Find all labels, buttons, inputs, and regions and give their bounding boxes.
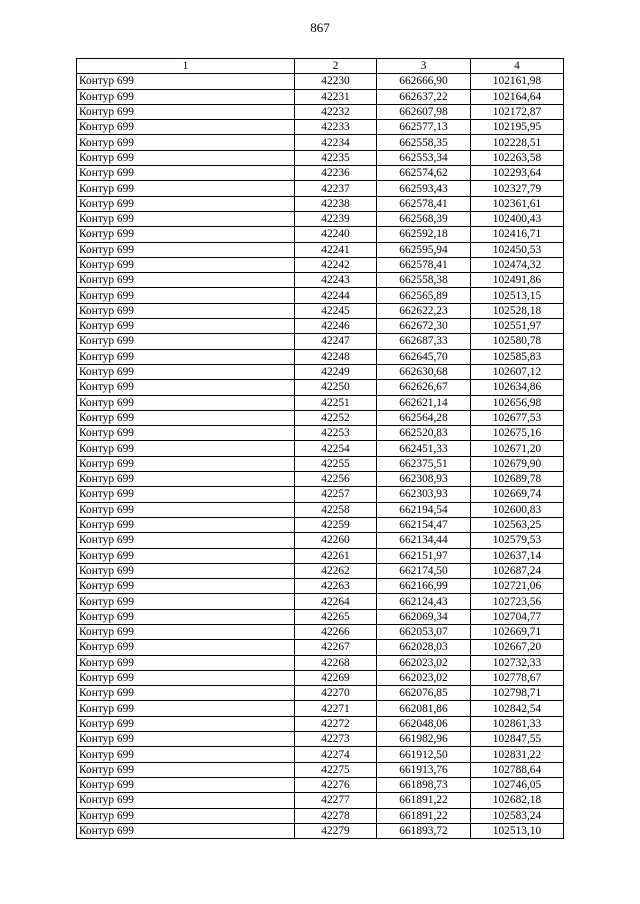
contour-name-cell: Контур 699 <box>77 273 295 288</box>
point-number-cell: 42259 <box>295 517 377 532</box>
contour-name-cell: Контур 699 <box>77 640 295 655</box>
table-row <box>77 211 564 226</box>
y-coordinate-cell: 102580,78 <box>471 334 564 349</box>
x-coordinate-cell: 662666,90 <box>377 74 471 89</box>
table-row <box>77 395 564 410</box>
contour-name-cell: Контур 699 <box>77 624 295 639</box>
contour-name-cell: Контур 699 <box>77 380 295 395</box>
point-number-cell: 42255 <box>295 456 377 471</box>
x-coordinate-cell: 662553,34 <box>377 150 471 165</box>
y-coordinate-cell: 102361,61 <box>471 196 564 211</box>
table-row <box>77 472 564 487</box>
contour-name-cell: Контур 699 <box>77 196 295 211</box>
point-number-cell: 42249 <box>295 364 377 379</box>
point-number-cell: 42260 <box>295 533 377 548</box>
table-row <box>77 227 564 242</box>
table-row <box>77 517 564 532</box>
point-number-cell: 42272 <box>295 716 377 731</box>
point-number-cell: 42258 <box>295 502 377 517</box>
x-coordinate-cell: 662166,99 <box>377 579 471 594</box>
contour-name-cell: Контур 699 <box>77 563 295 578</box>
contour-name-cell: Контур 699 <box>77 579 295 594</box>
point-number-cell: 42230 <box>295 74 377 89</box>
point-number-cell: 42278 <box>295 808 377 823</box>
y-coordinate-cell: 102579,53 <box>471 533 564 548</box>
table-row <box>77 104 564 119</box>
x-coordinate-cell: 662076,85 <box>377 686 471 701</box>
y-coordinate-cell: 102161,98 <box>471 74 564 89</box>
column-header-1: 1 <box>77 59 295 74</box>
table-row <box>77 487 564 502</box>
page-number: 867 <box>310 20 330 35</box>
point-number-cell: 42252 <box>295 410 377 425</box>
y-coordinate-cell: 102607,12 <box>471 364 564 379</box>
y-coordinate-cell: 102551,97 <box>471 319 564 334</box>
x-coordinate-cell: 662053,07 <box>377 624 471 639</box>
x-coordinate-cell: 662621,14 <box>377 395 471 410</box>
y-coordinate-cell: 102585,83 <box>471 349 564 364</box>
contour-name-cell: Контур 699 <box>77 426 295 441</box>
table-row <box>77 502 564 517</box>
contour-name-cell: Контур 699 <box>77 364 295 379</box>
coordinates-table <box>76 58 564 839</box>
y-coordinate-cell: 102842,54 <box>471 701 564 716</box>
y-coordinate-cell: 102263,58 <box>471 150 564 165</box>
y-coordinate-cell: 102669,74 <box>471 487 564 502</box>
x-coordinate-cell: 662564,28 <box>377 410 471 425</box>
point-number-cell: 42254 <box>295 441 377 456</box>
table-row <box>77 334 564 349</box>
table-row <box>77 655 564 670</box>
contour-name-cell: Контур 699 <box>77 135 295 150</box>
table-row <box>77 242 564 257</box>
point-number-cell: 42273 <box>295 732 377 747</box>
contour-name-cell: Контур 699 <box>77 257 295 272</box>
y-coordinate-cell: 102669,71 <box>471 624 564 639</box>
x-coordinate-cell: 662081,86 <box>377 701 471 716</box>
table-row <box>77 150 564 165</box>
point-number-cell: 42238 <box>295 196 377 211</box>
x-coordinate-cell: 661898,73 <box>377 777 471 792</box>
x-coordinate-cell: 661891,22 <box>377 793 471 808</box>
y-coordinate-cell: 102689,78 <box>471 472 564 487</box>
x-coordinate-cell: 662593,43 <box>377 181 471 196</box>
table-row <box>77 166 564 181</box>
contour-name-cell: Контур 699 <box>77 808 295 823</box>
contour-name-cell: Контур 699 <box>77 655 295 670</box>
contour-name-cell: Контур 699 <box>77 74 295 89</box>
y-coordinate-cell: 102671,20 <box>471 441 564 456</box>
contour-name-cell: Контур 699 <box>77 89 295 104</box>
table-row <box>77 793 564 808</box>
x-coordinate-cell: 662520,83 <box>377 426 471 441</box>
x-coordinate-cell: 662174,50 <box>377 563 471 578</box>
table-row <box>77 410 564 425</box>
contour-name-cell: Контур 699 <box>77 502 295 517</box>
x-coordinate-cell: 662308,93 <box>377 472 471 487</box>
point-number-cell: 42274 <box>295 747 377 762</box>
x-coordinate-cell: 662375,51 <box>377 456 471 471</box>
y-coordinate-cell: 102656,98 <box>471 395 564 410</box>
x-coordinate-cell: 662626,67 <box>377 380 471 395</box>
x-coordinate-cell: 662124,43 <box>377 594 471 609</box>
point-number-cell: 42232 <box>295 104 377 119</box>
contour-name-cell: Контур 699 <box>77 548 295 563</box>
x-coordinate-cell: 662028,03 <box>377 640 471 655</box>
point-number-cell: 42250 <box>295 380 377 395</box>
table-row <box>77 89 564 104</box>
table-row <box>77 196 564 211</box>
y-coordinate-cell: 102400,43 <box>471 211 564 226</box>
point-number-cell: 42279 <box>295 823 377 838</box>
y-coordinate-cell: 102788,64 <box>471 762 564 777</box>
x-coordinate-cell: 662645,70 <box>377 349 471 364</box>
contour-name-cell: Контур 699 <box>77 242 295 257</box>
contour-name-cell: Контур 699 <box>77 456 295 471</box>
y-coordinate-cell: 102637,14 <box>471 548 564 563</box>
table-row <box>77 441 564 456</box>
point-number-cell: 42271 <box>295 701 377 716</box>
y-coordinate-cell: 102723,56 <box>471 594 564 609</box>
table-row <box>77 670 564 685</box>
y-coordinate-cell: 102583,24 <box>471 808 564 823</box>
y-coordinate-cell: 102164,64 <box>471 89 564 104</box>
x-coordinate-cell: 661982,96 <box>377 732 471 747</box>
contour-name-cell: Контур 699 <box>77 701 295 716</box>
contour-name-cell: Контур 699 <box>77 120 295 135</box>
contour-name-cell: Контур 699 <box>77 747 295 762</box>
table-row <box>77 273 564 288</box>
y-coordinate-cell: 102675,16 <box>471 426 564 441</box>
y-coordinate-cell: 102667,20 <box>471 640 564 655</box>
point-number-cell: 42244 <box>295 288 377 303</box>
table-row <box>77 548 564 563</box>
table-row <box>77 594 564 609</box>
contour-name-cell: Контур 699 <box>77 533 295 548</box>
table-row <box>77 716 564 731</box>
table-row <box>77 762 564 777</box>
y-coordinate-cell: 102563,25 <box>471 517 564 532</box>
contour-name-cell: Контур 699 <box>77 211 295 226</box>
y-coordinate-cell: 102172,87 <box>471 104 564 119</box>
point-number-cell: 42269 <box>295 670 377 685</box>
point-number-cell: 42256 <box>295 472 377 487</box>
x-coordinate-cell: 662595,94 <box>377 242 471 257</box>
point-number-cell: 42233 <box>295 120 377 135</box>
table-row <box>77 701 564 716</box>
y-coordinate-cell: 102778,67 <box>471 670 564 685</box>
column-header-3: 3 <box>377 59 471 74</box>
table-row <box>77 640 564 655</box>
contour-name-cell: Контур 699 <box>77 227 295 242</box>
x-coordinate-cell: 662194,54 <box>377 502 471 517</box>
y-coordinate-cell: 102682,18 <box>471 793 564 808</box>
y-coordinate-cell: 102679,90 <box>471 456 564 471</box>
y-coordinate-cell: 102327,79 <box>471 181 564 196</box>
point-number-cell: 42276 <box>295 777 377 792</box>
table-row <box>77 288 564 303</box>
point-number-cell: 42277 <box>295 793 377 808</box>
y-coordinate-cell: 102195,95 <box>471 120 564 135</box>
x-coordinate-cell: 662687,33 <box>377 334 471 349</box>
y-coordinate-cell: 102732,33 <box>471 655 564 670</box>
x-coordinate-cell: 662154,47 <box>377 517 471 532</box>
coordinates-table-body <box>77 59 564 839</box>
point-number-cell: 42241 <box>295 242 377 257</box>
contour-name-cell: Контур 699 <box>77 609 295 624</box>
contour-name-cell: Контур 699 <box>77 441 295 456</box>
contour-name-cell: Контур 699 <box>77 288 295 303</box>
column-header-2: 2 <box>295 59 377 74</box>
table-header-row <box>77 59 564 74</box>
x-coordinate-cell: 662023,02 <box>377 670 471 685</box>
point-number-cell: 42270 <box>295 686 377 701</box>
y-coordinate-cell: 102847,55 <box>471 732 564 747</box>
point-number-cell: 42247 <box>295 334 377 349</box>
point-number-cell: 42246 <box>295 319 377 334</box>
point-number-cell: 42231 <box>295 89 377 104</box>
point-number-cell: 42257 <box>295 487 377 502</box>
table-row <box>77 319 564 334</box>
table-row <box>77 257 564 272</box>
y-coordinate-cell: 102831,22 <box>471 747 564 762</box>
contour-name-cell: Контур 699 <box>77 487 295 502</box>
table-row <box>77 349 564 364</box>
point-number-cell: 42253 <box>295 426 377 441</box>
x-coordinate-cell: 662558,38 <box>377 273 471 288</box>
table-row <box>77 533 564 548</box>
contour-name-cell: Контур 699 <box>77 793 295 808</box>
y-coordinate-cell: 102513,15 <box>471 288 564 303</box>
table-row <box>77 303 564 318</box>
point-number-cell: 42251 <box>295 395 377 410</box>
point-number-cell: 42266 <box>295 624 377 639</box>
point-number-cell: 42268 <box>295 655 377 670</box>
y-coordinate-cell: 102634,86 <box>471 380 564 395</box>
point-number-cell: 42235 <box>295 150 377 165</box>
y-coordinate-cell: 102704,77 <box>471 609 564 624</box>
x-coordinate-cell: 662574,62 <box>377 166 471 181</box>
x-coordinate-cell: 662637,22 <box>377 89 471 104</box>
point-number-cell: 42234 <box>295 135 377 150</box>
point-number-cell: 42242 <box>295 257 377 272</box>
contour-name-cell: Контур 699 <box>77 410 295 425</box>
x-coordinate-cell: 662592,18 <box>377 227 471 242</box>
y-coordinate-cell: 102721,06 <box>471 579 564 594</box>
x-coordinate-cell: 662023,02 <box>377 655 471 670</box>
x-coordinate-cell: 661913,76 <box>377 762 471 777</box>
x-coordinate-cell: 661893,72 <box>377 823 471 838</box>
x-coordinate-cell: 662451,33 <box>377 441 471 456</box>
table-row <box>77 74 564 89</box>
point-number-cell: 42248 <box>295 349 377 364</box>
table-row <box>77 364 564 379</box>
y-coordinate-cell: 102513,10 <box>471 823 564 838</box>
table-row <box>77 777 564 792</box>
contour-name-cell: Контур 699 <box>77 104 295 119</box>
point-number-cell: 42243 <box>295 273 377 288</box>
table-row <box>77 135 564 150</box>
table-row <box>77 181 564 196</box>
point-number-cell: 42262 <box>295 563 377 578</box>
contour-name-cell: Контур 699 <box>77 686 295 701</box>
point-number-cell: 42267 <box>295 640 377 655</box>
x-coordinate-cell: 662607,98 <box>377 104 471 119</box>
x-coordinate-cell: 662630,68 <box>377 364 471 379</box>
x-coordinate-cell: 662134,44 <box>377 533 471 548</box>
y-coordinate-cell: 102293,64 <box>471 166 564 181</box>
x-coordinate-cell: 662565,89 <box>377 288 471 303</box>
table-row <box>77 120 564 135</box>
y-coordinate-cell: 102228,51 <box>471 135 564 150</box>
x-coordinate-cell: 662303,93 <box>377 487 471 502</box>
x-coordinate-cell: 662048,06 <box>377 716 471 731</box>
contour-name-cell: Контур 699 <box>77 517 295 532</box>
x-coordinate-cell: 662577,13 <box>377 120 471 135</box>
column-header-4: 4 <box>471 59 564 74</box>
table-row <box>77 686 564 701</box>
x-coordinate-cell: 661912,50 <box>377 747 471 762</box>
contour-name-cell: Контур 699 <box>77 166 295 181</box>
y-coordinate-cell: 102491,86 <box>471 273 564 288</box>
x-coordinate-cell: 662578,41 <box>377 257 471 272</box>
y-coordinate-cell: 102677,53 <box>471 410 564 425</box>
y-coordinate-cell: 102528,18 <box>471 303 564 318</box>
point-number-cell: 42237 <box>295 181 377 196</box>
x-coordinate-cell: 662622,23 <box>377 303 471 318</box>
table-row <box>77 456 564 471</box>
contour-name-cell: Контур 699 <box>77 395 295 410</box>
table-row <box>77 563 564 578</box>
y-coordinate-cell: 102474,32 <box>471 257 564 272</box>
point-number-cell: 42261 <box>295 548 377 563</box>
contour-name-cell: Контур 699 <box>77 349 295 364</box>
contour-name-cell: Контур 699 <box>77 594 295 609</box>
table-row <box>77 579 564 594</box>
point-number-cell: 42264 <box>295 594 377 609</box>
y-coordinate-cell: 102861,33 <box>471 716 564 731</box>
point-number-cell: 42265 <box>295 609 377 624</box>
contour-name-cell: Контур 699 <box>77 732 295 747</box>
point-number-cell: 42240 <box>295 227 377 242</box>
table-row <box>77 747 564 762</box>
y-coordinate-cell: 102687,24 <box>471 563 564 578</box>
table-row <box>77 624 564 639</box>
table-row <box>77 732 564 747</box>
y-coordinate-cell: 102746,05 <box>471 777 564 792</box>
contour-name-cell: Контур 699 <box>77 334 295 349</box>
x-coordinate-cell: 662578,41 <box>377 196 471 211</box>
y-coordinate-cell: 102416,71 <box>471 227 564 242</box>
y-coordinate-cell: 102798,71 <box>471 686 564 701</box>
x-coordinate-cell: 661891,22 <box>377 808 471 823</box>
contour-name-cell: Контур 699 <box>77 150 295 165</box>
x-coordinate-cell: 662672,30 <box>377 319 471 334</box>
x-coordinate-cell: 662151,97 <box>377 548 471 563</box>
contour-name-cell: Контур 699 <box>77 181 295 196</box>
x-coordinate-cell: 662568,39 <box>377 211 471 226</box>
point-number-cell: 42245 <box>295 303 377 318</box>
contour-name-cell: Контур 699 <box>77 472 295 487</box>
table-row <box>77 426 564 441</box>
contour-name-cell: Контур 699 <box>77 303 295 318</box>
point-number-cell: 42239 <box>295 211 377 226</box>
point-number-cell: 42275 <box>295 762 377 777</box>
table-row <box>77 380 564 395</box>
x-coordinate-cell: 662558,35 <box>377 135 471 150</box>
table-row <box>77 609 564 624</box>
table-row <box>77 823 564 838</box>
y-coordinate-cell: 102450,53 <box>471 242 564 257</box>
point-number-cell: 42236 <box>295 166 377 181</box>
contour-name-cell: Контур 699 <box>77 319 295 334</box>
y-coordinate-cell: 102600,83 <box>471 502 564 517</box>
contour-name-cell: Контур 699 <box>77 762 295 777</box>
contour-name-cell: Контур 699 <box>77 716 295 731</box>
table-row <box>77 808 564 823</box>
contour-name-cell: Контур 699 <box>77 670 295 685</box>
x-coordinate-cell: 662069,34 <box>377 609 471 624</box>
point-number-cell: 42263 <box>295 579 377 594</box>
contour-name-cell: Контур 699 <box>77 823 295 838</box>
contour-name-cell: Контур 699 <box>77 777 295 792</box>
